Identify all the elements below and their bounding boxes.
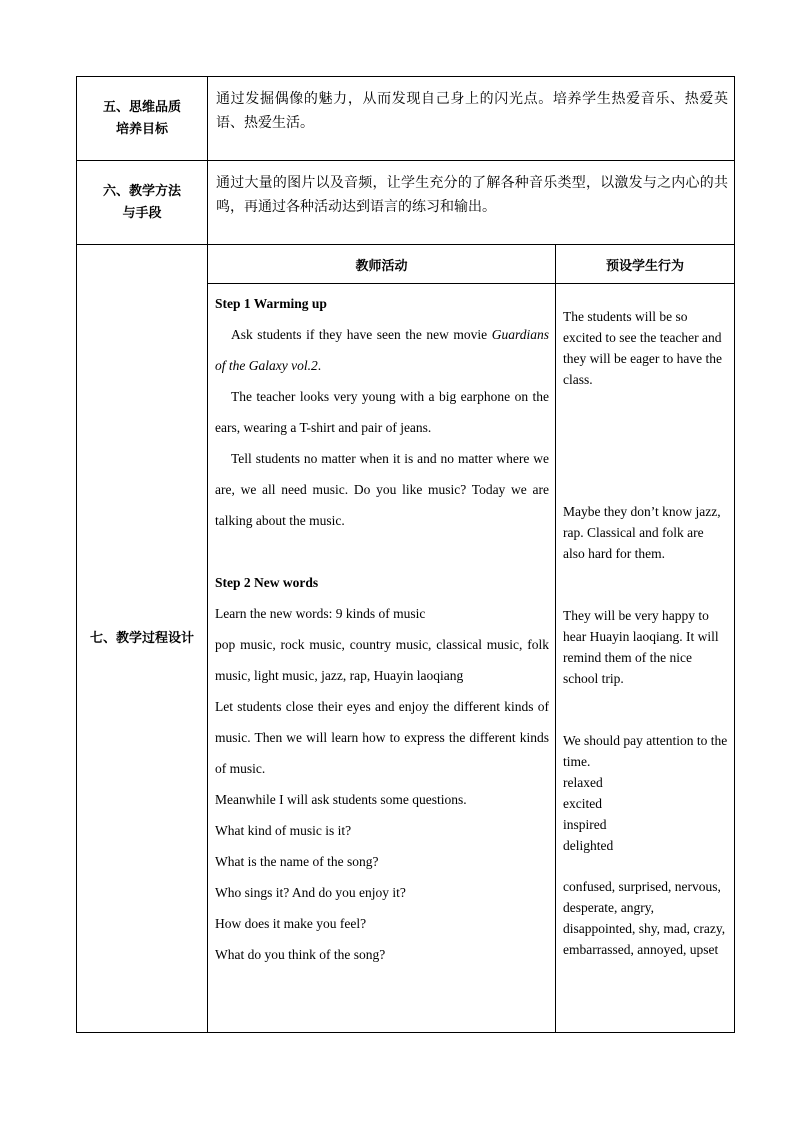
feeling-words-list: confused, surprised, nervous, desperate, angry, disappointed, shy, mad, crazy, embarrassed, annoyed, upset — [563, 879, 726, 957]
teaching-process-label: 七、教学过程设计 — [77, 245, 208, 1033]
step1-paragraph-1 — [215, 319, 549, 381]
student-expectation-1: The students will be so excited to see the teacher and they will be eager to have the class. — [563, 309, 722, 387]
process-header-row — [77, 245, 735, 284]
thinking-quality-label-line1: 五、思维品质 — [102, 99, 181, 115]
step2-line-1: Learn the new words: 9 kinds of music — [215, 606, 426, 621]
teaching-method-content: 通过大量的图片以及音频，让学生充分的了解各种音乐类型，以激发与之内心的共鸣，再通过各种活动达到语言的练习和输出。 — [208, 161, 735, 245]
student-expectation-3: They will be very happy to hear Huayin laoqiang. It will remind them of the nice school trip. — [563, 608, 719, 686]
student-behavior-header: 预设学生行为 — [556, 245, 735, 284]
question-2: What is the name of the song? — [215, 854, 379, 869]
question-1: What kind of music is it? — [215, 823, 352, 838]
teacher-activity-header: 教师活动 — [208, 245, 556, 284]
teaching-method-label-line1: 六、教学方法 — [102, 183, 181, 199]
step2-title: Step 2 New words — [215, 575, 319, 590]
thinking-quality-label-line2: 培养目标 — [115, 121, 168, 137]
step2-music-list: pop music, rock music, country music, classical music, folk music, light music, jazz, rap, Huayin laoqiang — [215, 637, 549, 683]
thinking-quality-label — [77, 77, 208, 161]
step1-title: Step 1 Warming up — [215, 296, 327, 311]
teaching-method-label-line2: 与手段 — [122, 205, 162, 221]
question-3: Who sings it? And do you enjoy it? — [215, 885, 406, 900]
step2-line-4: Meanwhile I will ask students some questions. — [215, 792, 467, 807]
adjective-relaxed: relaxed — [563, 775, 603, 790]
step1-paragraph-2: The teacher looks very young with a big earphone on the ears, wearing a T-shirt and pair of jeans. — [215, 389, 549, 435]
step2-line-3: Let students close their eyes and enjoy the different kinds of music. Then we will learn how to express the different kinds of music. — [215, 699, 549, 776]
student-expectation-4: We should pay attention to the time. — [563, 733, 728, 769]
adjective-delighted: delighted — [563, 838, 614, 853]
thinking-quality-content: 通过发掘偶像的魅力，从而发现自己身上的闪光点。培养学生热爱音乐、热爱英语、热爱生活。 — [208, 77, 735, 161]
teacher-activity-cell — [208, 284, 556, 1033]
student-expectation-2: Maybe they don’t know jazz, rap. Classical and folk are also hard for them. — [563, 504, 721, 561]
step1-p1-text: Ask students if they have seen the new movie — [231, 327, 492, 342]
movie-title: Guardians of the Galaxy vol.2 — [215, 327, 549, 373]
thinking-quality-row — [77, 77, 735, 161]
step1-p1-end: . — [317, 358, 322, 373]
adjective-inspired: inspired — [563, 817, 607, 832]
question-5: What do you think of the song? — [215, 947, 386, 962]
adjective-excited: excited — [563, 796, 602, 811]
question-4: How does it make you feel? — [215, 916, 367, 931]
student-behavior-cell — [556, 284, 735, 1033]
lesson-plan-table — [76, 76, 735, 1033]
teaching-method-label — [77, 161, 208, 245]
step1-paragraph-3: Tell students no matter when it is and no matter where we are, we all need music. Do you like music? Today we are talking about the music. — [215, 451, 549, 528]
teaching-method-row — [77, 161, 735, 245]
